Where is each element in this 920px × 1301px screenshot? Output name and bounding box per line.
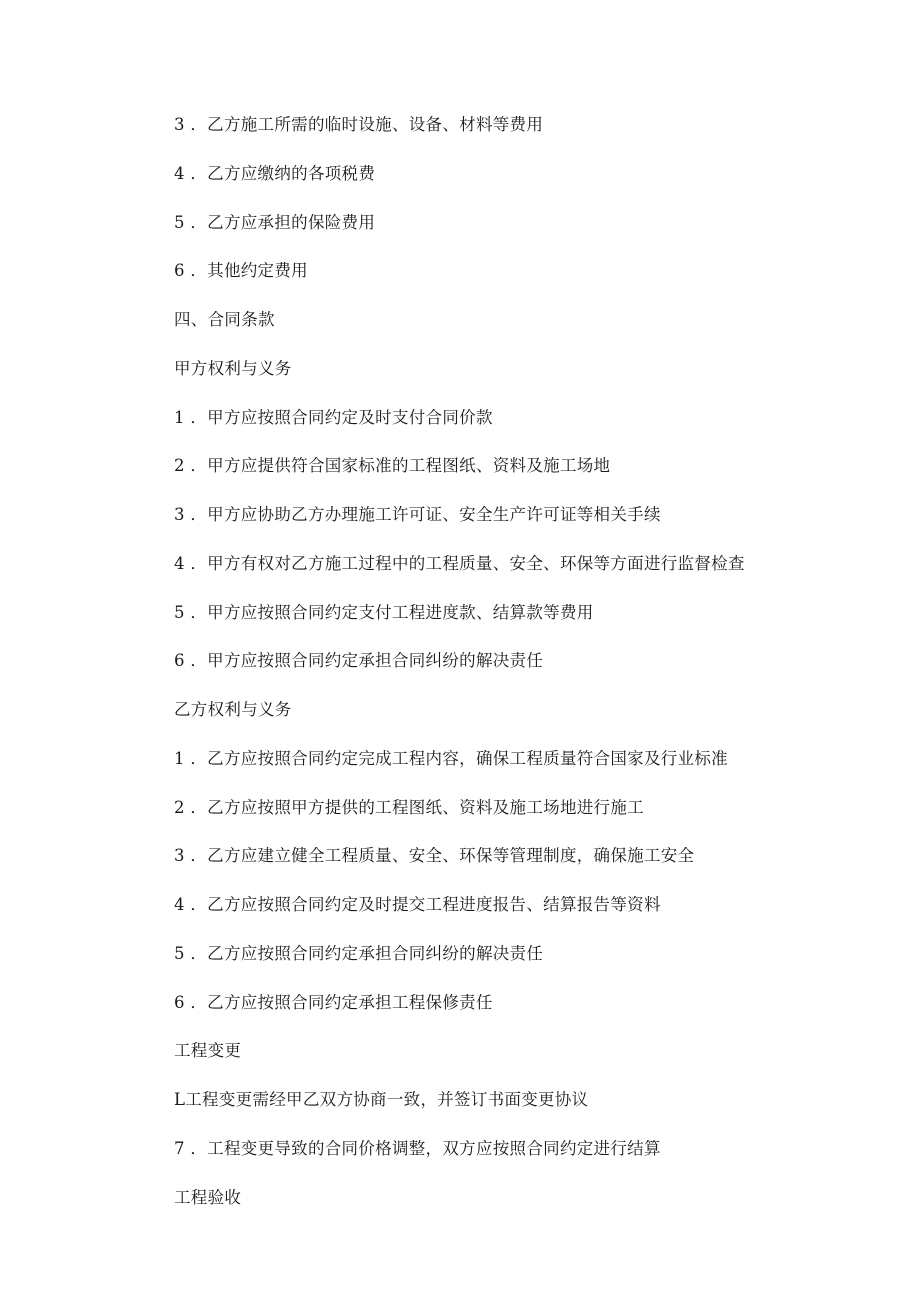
party-b-item-1: 1 ．乙方应按照合同约定完成工程内容，确保工程质量符合国家及行业标准: [174, 748, 728, 768]
subheading-engineering-acceptance: 工程验收: [174, 1187, 242, 1207]
party-b-item-2: 2 ．乙方应按照甲方提供的工程图纸、资料及施工场地进行施工: [174, 797, 644, 817]
party-b-item-3: 3 ．乙方应建立健全工程质量、安全、环保等管理制度，确保施工安全: [174, 846, 695, 866]
party-a-item-6: 6 ．甲方应按照合同约定承担合同纠纷的解决责任: [174, 651, 544, 671]
party-a-item-1: 1 ．甲方应按照合同约定及时支付合同价款: [174, 407, 493, 427]
party-a-item-5: 5 ．甲方应按照合同约定支付工程进度款、结算款等费用: [174, 602, 594, 622]
subheading-party-a-rights: 甲方权利与义务: [174, 358, 292, 378]
change-item-7: 7 ．工程变更导致的合同价格调整，双方应按照合同约定进行结算: [174, 1138, 661, 1158]
party-b-item-4: 4 ．乙方应按照合同约定及时提交工程进度报告、结算报告等资料: [174, 895, 661, 914]
subheading-party-b-rights: 乙方权利与义务: [174, 700, 292, 719]
party-a-item-2: 2 ．甲方应提供符合国家标准的工程图纸、资料及施工场地: [174, 456, 611, 476]
party-b-item-6: 6 ．乙方应按照合同约定承担工程保修责任: [174, 992, 493, 1012]
subheading-engineering-change: 工程变更: [174, 1041, 242, 1061]
cost-item-4: 4 ．乙方应缴纳的各项税费: [174, 163, 376, 183]
document-body: [174, 106, 874, 1227]
party-b-item-5: 5 ．乙方应按照合同约定承担合同纠纷的解决责任: [174, 943, 544, 963]
cost-item-5: 5 ．乙方应承担的保险费用: [174, 212, 376, 232]
change-item-1: L工程变更需经甲乙双方协商一致，并签订书面变更协议: [174, 1090, 589, 1109]
section-heading-contract-terms: 四、合同条款: [174, 310, 275, 329]
cost-item-3: 3 ．乙方施工所需的临时设施、设备、材料等费用: [174, 115, 544, 134]
cost-item-6: 6 ．其他约定费用: [174, 261, 308, 281]
party-a-item-4: 4 ．甲方有权对乙方施工过程中的工程质量、安全、环保等方面进行监督检查: [174, 553, 745, 573]
party-a-item-3: 3 ．甲方应协助乙方办理施工许可证、安全生产许可证等相关手续: [174, 505, 661, 524]
